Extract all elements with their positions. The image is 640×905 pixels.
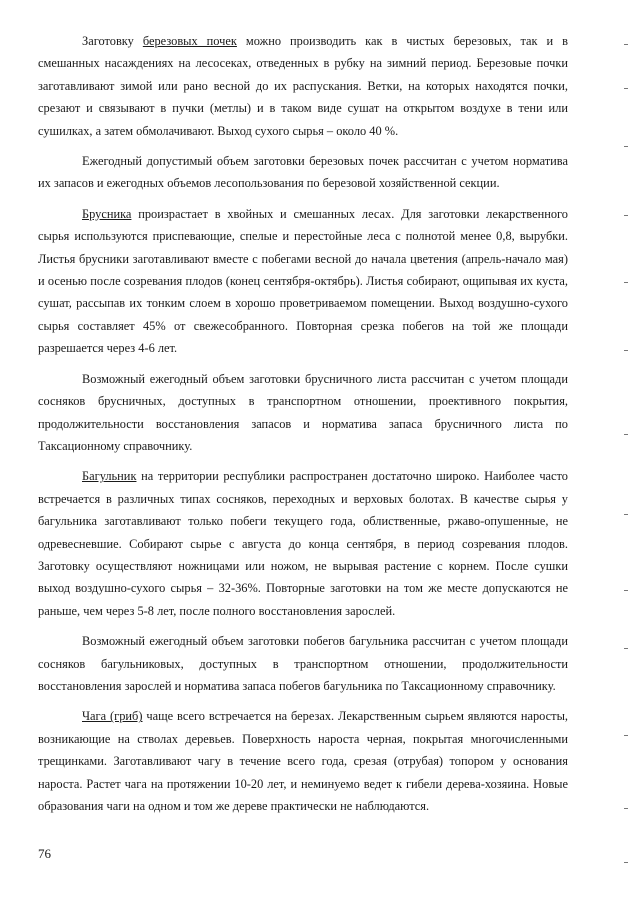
- scan-edge-mark: [624, 350, 628, 351]
- paragraph-chaga: [38, 705, 568, 817]
- scan-edge-mark: [624, 590, 628, 591]
- term-birch-buds: березовых почек: [142, 34, 237, 48]
- paragraph-body: чаще всего встречается на березах. Лекарственным сырьем являются наросты, возникающие на стволах деревьев. Поверхность нароста черная, покрытая многочисленными трещинками. Заготавливают чагу в течение всего года, срезая (отрубая) топором у основания нароста. Растет чага на протяжении 10-20 лет, и неминуемо ведет к гибели дерева-хозяина. Новые образования чаги на одном и том же дереве практически не наблюдаются.: [38, 709, 568, 813]
- scan-edge-mark: [624, 735, 628, 736]
- document-page: [38, 30, 568, 817]
- paragraph-ledum: [38, 465, 568, 622]
- paragraph-birch-buds: [38, 30, 568, 142]
- term-chaga: Чага (гриб): [82, 709, 143, 724]
- paragraph-body: произрастает в хвойных и смешанных лесах. Для заготовки лекарственного сырья используются приспевающие, спелые и перестойные леса с полнотой менее 0,8, вырубки. Листья брусники заготавливают вместе с побегами весной до начала цветения (апрель-начало мая) и осенью после созревания плодов (конец сентября-октябрь). Листья собирают, ощипывая их куста, сушат, рассыпав их тонким слоем в хорошо проветриваемом помещении. Выход воздушно-сухого сырья составляет 45% от свежесобранного. Повторная срезка побегов на той же площади разрешается через 4-6 лет.: [38, 206, 568, 356]
- scan-edge-mark: [624, 434, 628, 435]
- scan-edge-mark: [624, 44, 628, 45]
- scan-edge-mark: [624, 514, 628, 515]
- scan-edge-mark: [624, 282, 628, 283]
- scan-edge-mark: [624, 215, 628, 216]
- scan-edge-marks: [610, 0, 640, 905]
- scan-edge-mark: [624, 808, 628, 809]
- scan-edge-mark: [624, 146, 628, 147]
- paragraph-birch-volume: Ежегодный допустимый объем заготовки березовых почек рассчитан с учетом норматива их запасов и ежегодных объемов лесопользования по березовой хозяйственной секции.: [38, 154, 568, 191]
- scan-edge-mark: [624, 648, 628, 649]
- paragraph-body: на территории республики распространен достаточно широко. Наиболее часто встречается в различных типах сосняков, переходных и верховых болотах. В качестве сырья у багульника заготавливают только побеги текущего года, облиственные, ржаво-опушенные, не одревесневшие. Собирают сырье с августа до конца сентября, в период созревания плодов. Заготовку осуществляют ножницами или ножом, не вырывая растение с корнем. После сушки выход воздушно-сухого сырья – 32-36%. Повторные заготовки на том же месте допускаются не раньше, чем через 5-8 лет, после полного восстановления зарослей.: [38, 469, 568, 618]
- scan-edge-mark: [624, 862, 628, 863]
- paragraph-lead: Заготовку: [82, 34, 143, 48]
- scan-edge-mark: [624, 88, 628, 89]
- term-ledum: Багульник: [82, 469, 137, 484]
- page-number: 76: [38, 846, 51, 861]
- paragraph-body: можно производить как в чистых березовых, так и в смешанных насаждениях на лесосеках, отведенных в рубку на зимний период. Березовые почки заготавливают зимой или рано весной до их распускания. Ветки, на которых находятся почки, срезают и связывают в пучки (метлы) и в таком виде сушат на открытом воздухе в тени или сушилках, а затем обмолачивают. Выход сухого сырья – около 40 %.: [38, 34, 568, 138]
- paragraph-ledum-volume: Возможный ежегодный объем заготовки побегов багульника рассчитан с учетом площади сосняков багульниковых, доступных в транспортном отношении, продолжительности восстановления зарослей и норматива запаса побегов багульника по Таксационному справочнику.: [38, 634, 568, 693]
- paragraph-cowberry-volume: Возможный ежегодный объем заготовки брусничного листа рассчитан с учетом площади сосняков брусничных, доступных в транспортном отношении, проективного покрытия, продолжительности восстановления запасов и норматива запаса брусничного листа по Таксационному справочнику.: [38, 371, 568, 453]
- term-cowberry: Брусника: [82, 206, 132, 221]
- paragraph-cowberry: [38, 203, 568, 360]
